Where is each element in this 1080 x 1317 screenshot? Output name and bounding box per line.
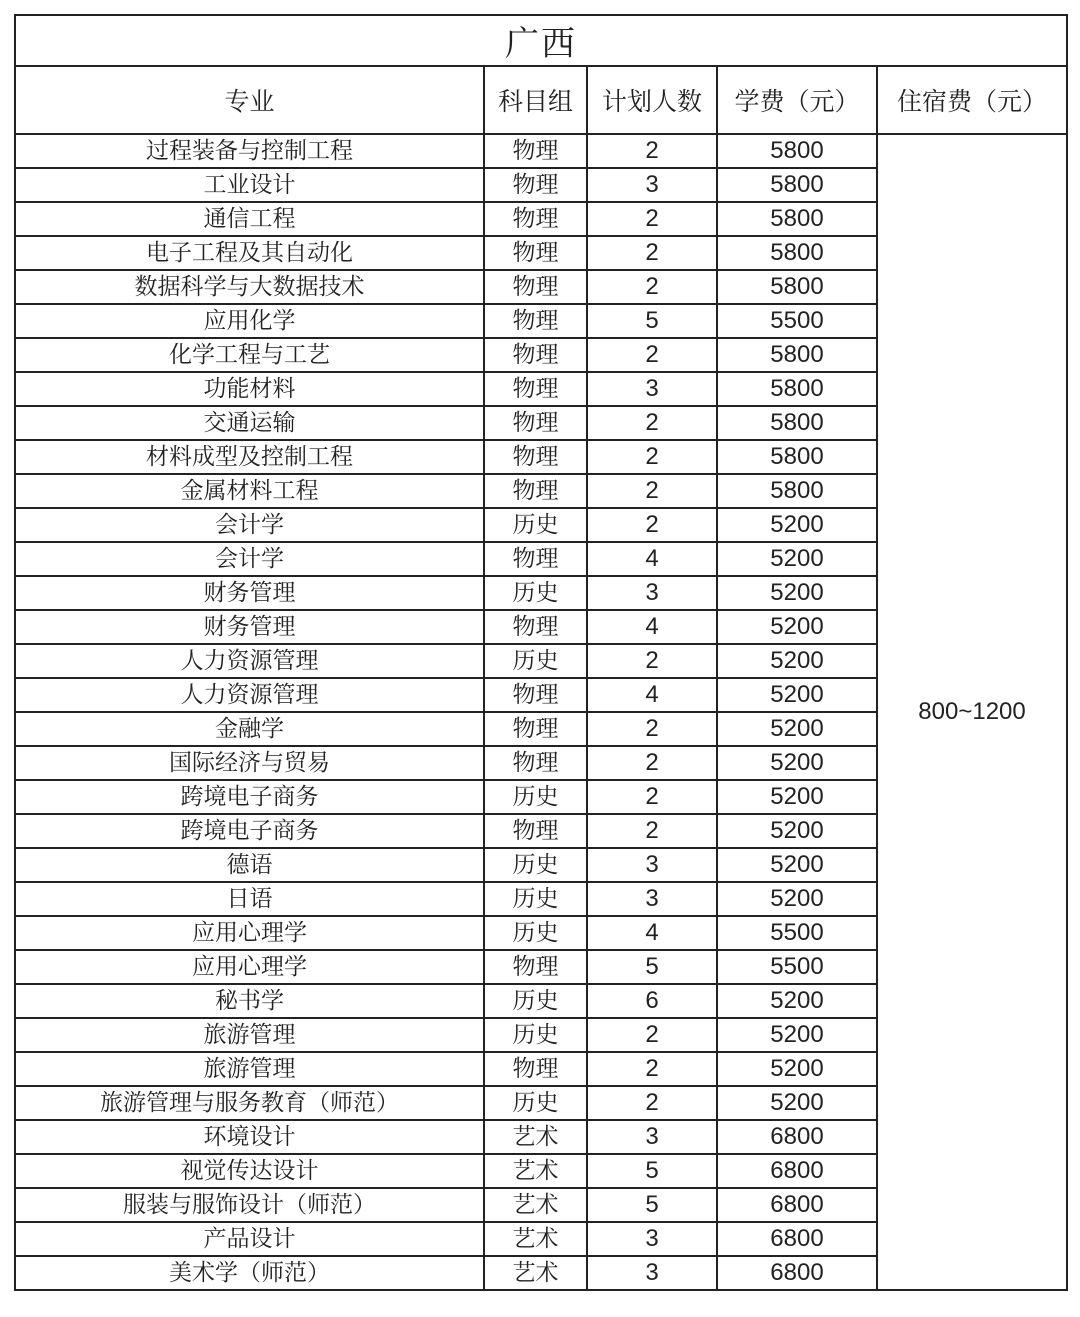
plan-count-cell: 3 — [587, 848, 717, 882]
plan-count-cell: 3 — [587, 168, 717, 202]
tuition-cell: 5200 — [717, 780, 877, 814]
plan-count-cell: 3 — [587, 576, 717, 610]
major-cell: 应用心理学 — [15, 950, 484, 984]
tuition-cell: 5200 — [717, 678, 877, 712]
plan-count-cell: 2 — [587, 474, 717, 508]
tuition-cell: 5200 — [717, 746, 877, 780]
subject-group-cell: 艺术 — [484, 1154, 587, 1188]
plan-count-cell: 3 — [587, 1222, 717, 1256]
major-cell: 产品设计 — [15, 1222, 484, 1256]
tuition-cell: 5200 — [717, 848, 877, 882]
subject-group-cell: 物理 — [484, 304, 587, 338]
subject-group-cell: 物理 — [484, 1052, 587, 1086]
subject-group-cell: 历史 — [484, 1086, 587, 1120]
major-cell: 化学工程与工艺 — [15, 338, 484, 372]
major-cell: 旅游管理与服务教育（师范） — [15, 1086, 484, 1120]
tuition-cell: 5500 — [717, 304, 877, 338]
major-cell: 跨境电子商务 — [15, 814, 484, 848]
major-cell: 财务管理 — [15, 576, 484, 610]
plan-count-cell: 2 — [587, 1018, 717, 1052]
tuition-cell: 5200 — [717, 984, 877, 1018]
major-cell: 旅游管理 — [15, 1018, 484, 1052]
subject-group-cell: 物理 — [484, 474, 587, 508]
major-cell: 工业设计 — [15, 168, 484, 202]
major-cell: 德语 — [15, 848, 484, 882]
plan-count-cell: 2 — [587, 134, 717, 168]
major-cell: 应用化学 — [15, 304, 484, 338]
plan-count-cell: 2 — [587, 780, 717, 814]
dorm-fee-cell: 800~1200 — [877, 134, 1067, 1290]
tuition-cell: 5800 — [717, 406, 877, 440]
major-cell: 功能材料 — [15, 372, 484, 406]
subject-group-cell: 物理 — [484, 678, 587, 712]
tuition-cell: 5800 — [717, 474, 877, 508]
major-cell: 通信工程 — [15, 202, 484, 236]
plan-count-cell: 4 — [587, 678, 717, 712]
major-cell: 日语 — [15, 882, 484, 916]
tuition-cell: 5200 — [717, 814, 877, 848]
plan-count-cell: 4 — [587, 542, 717, 576]
subject-group-cell: 物理 — [484, 746, 587, 780]
tuition-cell: 5200 — [717, 1086, 877, 1120]
subject-group-cell: 历史 — [484, 780, 587, 814]
tuition-cell: 5200 — [717, 882, 877, 916]
tuition-cell: 5200 — [717, 712, 877, 746]
plan-count-cell: 3 — [587, 1256, 717, 1290]
major-cell: 数据科学与大数据技术 — [15, 270, 484, 304]
subject-group-cell: 物理 — [484, 202, 587, 236]
header-dorm-fee: 住宿费（元） — [877, 66, 1067, 134]
plan-count-cell: 2 — [587, 202, 717, 236]
subject-group-cell: 历史 — [484, 984, 587, 1018]
tuition-cell: 5200 — [717, 508, 877, 542]
subject-group-cell: 历史 — [484, 882, 587, 916]
plan-count-cell: 2 — [587, 1052, 717, 1086]
subject-group-cell: 物理 — [484, 406, 587, 440]
subject-group-cell: 物理 — [484, 236, 587, 270]
major-cell: 过程装备与控制工程 — [15, 134, 484, 168]
plan-count-cell: 4 — [587, 916, 717, 950]
plan-count-cell: 2 — [587, 508, 717, 542]
major-cell: 会计学 — [15, 508, 484, 542]
plan-count-cell: 2 — [587, 236, 717, 270]
header-tuition: 学费（元） — [717, 66, 877, 134]
plan-count-cell: 2 — [587, 1086, 717, 1120]
tuition-cell: 5200 — [717, 576, 877, 610]
table-row — [15, 134, 1067, 168]
plan-count-cell: 3 — [587, 372, 717, 406]
plan-count-cell: 3 — [587, 882, 717, 916]
tuition-cell: 5800 — [717, 236, 877, 270]
plan-count-cell: 2 — [587, 746, 717, 780]
table-body — [15, 134, 1067, 1290]
plan-count-cell: 2 — [587, 644, 717, 678]
tuition-cell: 5800 — [717, 270, 877, 304]
major-cell: 电子工程及其自动化 — [15, 236, 484, 270]
major-cell: 视觉传达设计 — [15, 1154, 484, 1188]
tuition-cell: 5800 — [717, 202, 877, 236]
subject-group-cell: 历史 — [484, 644, 587, 678]
tuition-cell: 5800 — [717, 372, 877, 406]
subject-group-cell: 物理 — [484, 610, 587, 644]
subject-group-cell: 物理 — [484, 338, 587, 372]
plan-count-cell: 2 — [587, 338, 717, 372]
plan-count-cell: 2 — [587, 406, 717, 440]
subject-group-cell: 艺术 — [484, 1120, 587, 1154]
plan-count-cell: 3 — [587, 1120, 717, 1154]
major-cell: 应用心理学 — [15, 916, 484, 950]
subject-group-cell: 物理 — [484, 440, 587, 474]
subject-group-cell: 历史 — [484, 576, 587, 610]
tuition-cell: 5800 — [717, 440, 877, 474]
major-cell: 金属材料工程 — [15, 474, 484, 508]
tuition-cell: 5200 — [717, 542, 877, 576]
major-cell: 会计学 — [15, 542, 484, 576]
plan-count-cell: 6 — [587, 984, 717, 1018]
tuition-cell: 5500 — [717, 950, 877, 984]
subject-group-cell: 艺术 — [484, 1188, 587, 1222]
tuition-cell: 5200 — [717, 644, 877, 678]
major-cell: 秘书学 — [15, 984, 484, 1018]
subject-group-cell: 物理 — [484, 950, 587, 984]
subject-group-cell: 历史 — [484, 1018, 587, 1052]
subject-group-cell: 物理 — [484, 372, 587, 406]
header-row — [15, 66, 1067, 134]
plan-count-cell: 5 — [587, 950, 717, 984]
major-cell: 金融学 — [15, 712, 484, 746]
table-title: 广西 — [15, 15, 1067, 66]
header-subject-group: 科目组 — [484, 66, 587, 134]
tuition-cell: 5200 — [717, 1018, 877, 1052]
enrollment-plan-table — [14, 14, 1068, 1291]
header-major: 专业 — [15, 66, 484, 134]
subject-group-cell: 艺术 — [484, 1222, 587, 1256]
plan-count-cell: 4 — [587, 610, 717, 644]
plan-count-cell: 5 — [587, 1154, 717, 1188]
subject-group-cell: 物理 — [484, 134, 587, 168]
subject-group-cell: 物理 — [484, 542, 587, 576]
plan-count-cell: 5 — [587, 1188, 717, 1222]
plan-count-cell: 2 — [587, 814, 717, 848]
major-cell: 服装与服饰设计（师范） — [15, 1188, 484, 1222]
plan-count-cell: 2 — [587, 270, 717, 304]
major-cell: 国际经济与贸易 — [15, 746, 484, 780]
subject-group-cell: 物理 — [484, 168, 587, 202]
subject-group-cell: 艺术 — [484, 1256, 587, 1290]
major-cell: 跨境电子商务 — [15, 780, 484, 814]
tuition-cell: 5800 — [717, 168, 877, 202]
subject-group-cell: 物理 — [484, 712, 587, 746]
tuition-cell: 5800 — [717, 338, 877, 372]
plan-count-cell: 2 — [587, 712, 717, 746]
subject-group-cell: 历史 — [484, 916, 587, 950]
major-cell: 材料成型及控制工程 — [15, 440, 484, 474]
major-cell: 旅游管理 — [15, 1052, 484, 1086]
tuition-cell: 6800 — [717, 1188, 877, 1222]
plan-count-cell: 5 — [587, 304, 717, 338]
major-cell: 交通运输 — [15, 406, 484, 440]
subject-group-cell: 物理 — [484, 814, 587, 848]
tuition-cell: 5200 — [717, 610, 877, 644]
tuition-cell: 6800 — [717, 1222, 877, 1256]
tuition-cell: 6800 — [717, 1120, 877, 1154]
major-cell: 环境设计 — [15, 1120, 484, 1154]
tuition-cell: 5200 — [717, 1052, 877, 1086]
tuition-cell: 5800 — [717, 134, 877, 168]
plan-count-cell: 2 — [587, 440, 717, 474]
header-plan-count: 计划人数 — [587, 66, 717, 134]
title-row — [15, 15, 1067, 66]
major-cell: 美术学（师范） — [15, 1256, 484, 1290]
tuition-cell: 6800 — [717, 1154, 877, 1188]
subject-group-cell: 历史 — [484, 508, 587, 542]
major-cell: 财务管理 — [15, 610, 484, 644]
tuition-cell: 6800 — [717, 1256, 877, 1290]
subject-group-cell: 物理 — [484, 270, 587, 304]
major-cell: 人力资源管理 — [15, 678, 484, 712]
subject-group-cell: 历史 — [484, 848, 587, 882]
tuition-cell: 5500 — [717, 916, 877, 950]
major-cell: 人力资源管理 — [15, 644, 484, 678]
